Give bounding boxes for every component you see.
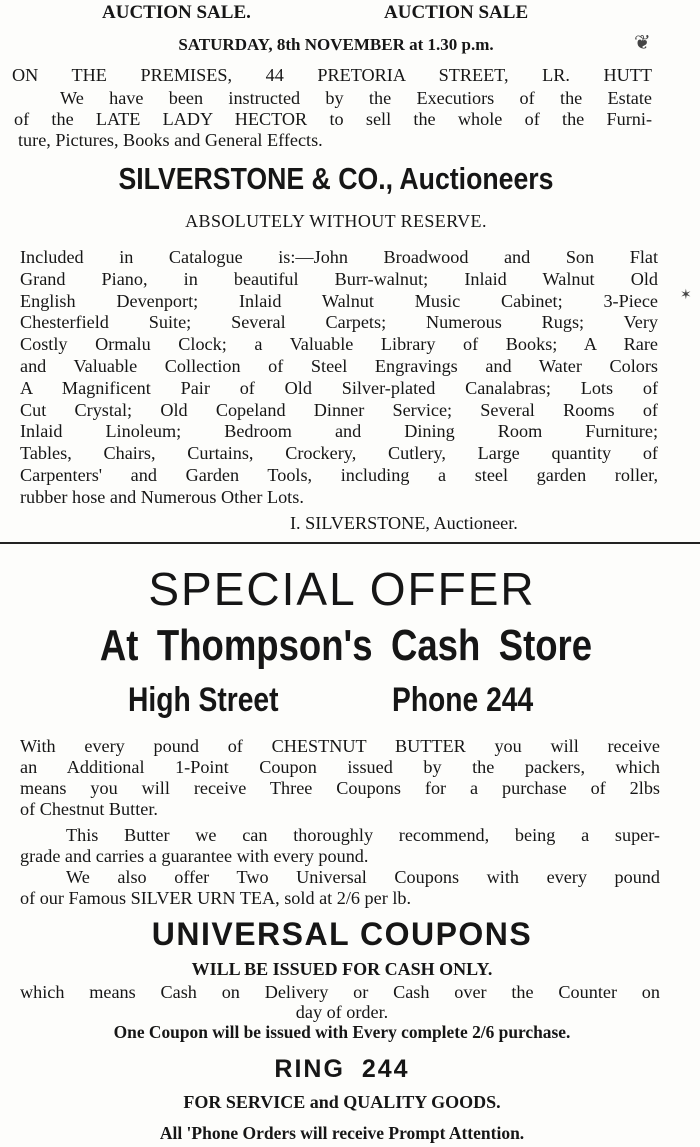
store-line: At Thompson's Cash Store [99,621,593,670]
phone-orders-line: All 'Phone Orders will receive Prompt Attention. [159,1123,525,1143]
catalogue-line: Tables, Chairs, Curtains, Crockery, Cutlery, Large quantity of [20,443,658,464]
catalogue-line: Carpenters' and Garden Tools, including a steel garden roller, [20,465,658,485]
ring-number: RING 244 [274,1055,410,1083]
catalogue-line: Chesterfield Suite; Several Carpets; Numerous Rugs; Very [20,312,658,333]
catalogue-line: A Magnificent Pair of Old Silver-plated Canalabras; Lots of [20,377,658,398]
recommend-line: This Butter we can thoroughly recommend, being a super- [66,825,660,845]
catalogue-line: Grand Piano, in beautiful Burr-walnut; Inlaid Walnut Old [20,268,658,289]
cash-only-line: WILL BE ISSUED FOR CASH ONLY. [191,959,493,979]
auction-intro-line: ture, Pictures, Books and General Effects. [18,130,323,150]
catalogue-line: Cut Crystal; Old Copeland Dinner Service; Several Rooms of [20,399,658,420]
catalogue-line: and Valuable Collection of Steel Engravings and Water Colors [20,356,658,376]
butter-paragraph-last: of Chestnut Butter. [20,799,158,819]
auctioneers-title: SILVERSTONE & CO., Auctioneers [118,161,554,196]
auction-header-left: AUCTION SALE. [102,2,251,23]
service-line: FOR SERVICE and QUALITY GOODS. [183,1092,501,1112]
catalogue-line: Inlaid Linoleum; Bedroom and Dining Room Furniture; [20,421,658,442]
coupon-rule: One Coupon will be issued with Every complete 2/6 purchase. [113,1022,571,1042]
catalogue-line: Included in Catalogue is:—John Broadwood and Son Flat [20,247,658,267]
auction-header-right: AUCTION SALE [384,2,529,23]
butter-paragraph-line: means you will receive Three Coupons for a purchase of 2lbs [20,778,660,798]
auction-intro-line: We have been instructed by the Executiors of the Estate [60,88,652,108]
catalogue-last-line: rubber hose and Numerous Other Lots. [20,487,304,507]
cash-explanation: which means Cash on Delivery or Cash over the Counter on [20,982,660,1002]
ink-speck-mark: ✶ [680,288,692,303]
auction-premises: ON THE PREMISES, 44 PRETORIA STREET, LR. HUTT [12,65,652,85]
store-phone: Phone 244 [392,681,534,719]
auction-intro-line: of the LATE LADY HECTOR to sell the whole of the Furni- [14,109,652,129]
offer-headline: SPECIAL OFFER [148,563,536,615]
butter-paragraph-line: an Additional 1-Point Coupon issued by the packers, which [20,757,660,777]
butter-paragraph-line: With every pound of CHESTNUT BUTTER you will receive [20,736,660,756]
store-street: High Street [128,681,279,719]
reserve-line: ABSOLUTELY WITHOUT RESERVE. [185,211,487,231]
catalogue-line: English Devenport; Inlaid Walnut Music Cabinet; 3-Piece [20,290,658,311]
auction-date: SATURDAY, 8th NOVEMBER at 1.30 p.m. [178,35,494,54]
tea-offer-last: of our Famous SILVER URN TEA, sold at 2/6 per lb. [20,888,412,908]
auctioneer-signature: I. SILVERSTONE, Auctioneer. [290,513,518,533]
tea-offer-line: We also offer Two Universal Coupons with every pound [66,867,660,887]
catalogue-line: Costly Ormalu Clock; a Valuable Library of Books; A Rare [20,334,658,355]
cash-explanation-cont: day of order. [295,1002,389,1022]
ink-blot-mark: ❦ [634,32,651,54]
recommend-line-last: grade and carries a guarantee with every pound. [20,846,369,866]
section-divider [0,542,700,544]
coupons-title: UNIVERSAL COUPONS [151,916,533,952]
